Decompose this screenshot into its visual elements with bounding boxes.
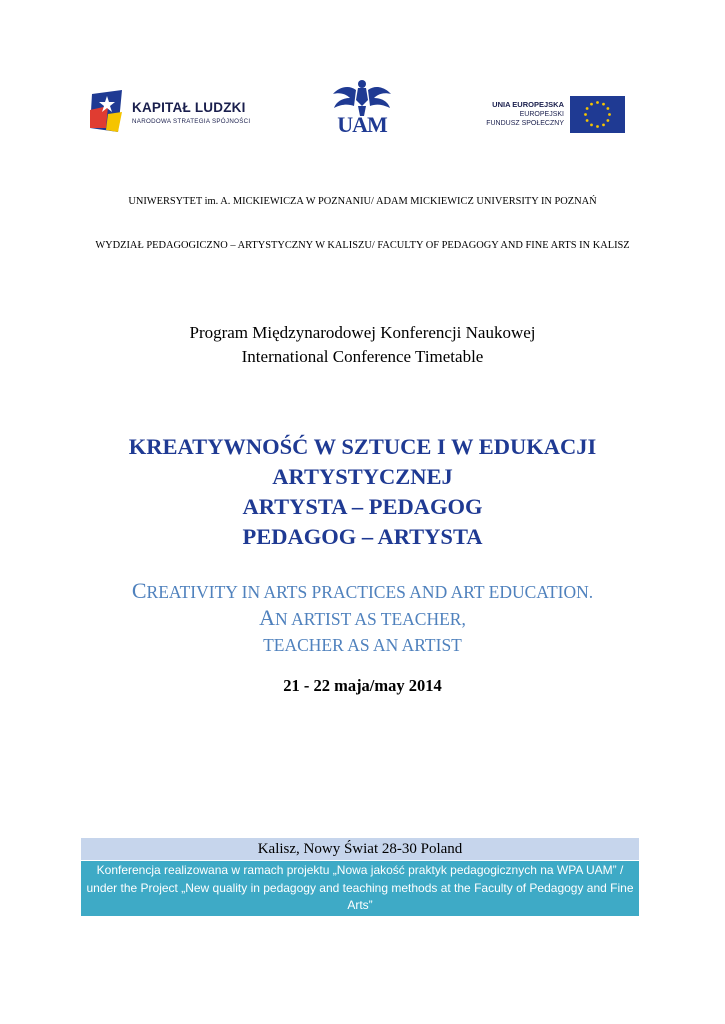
eu-flag-icon	[570, 96, 625, 133]
conference-dates: 21 - 22 maja/may 2014	[283, 676, 442, 695]
conference-title-pl-line3: ARTYSTA – PEDAGOG	[242, 494, 483, 519]
venue-band: Kalisz, Nowy Świat 28-30 Poland	[81, 838, 639, 860]
eu-star-icon	[586, 107, 589, 110]
eu-logo-line1: UNIA EUROPEJSKA	[492, 100, 564, 109]
conference-title-pl-line4: PEDAGOG – ARTYSTA	[242, 524, 483, 549]
eu-star-icon	[590, 103, 593, 106]
conference-title-en-line3: TEACHER AS AN ARTIST	[263, 635, 462, 655]
kapital-ludzki-emblem-icon	[88, 88, 126, 136]
eu-logo-line2: EUROPEJSKI	[519, 110, 564, 118]
eu-star-icon	[584, 113, 587, 116]
eu-star-icon	[606, 119, 609, 122]
conference-title-en	[60, 578, 665, 658]
eu-star-icon	[606, 107, 609, 110]
uam-logo	[330, 78, 394, 140]
project-band: Konferencja realizowana w ramach projektu „Nowa jakość praktyk pedagogicznych na WPA UAM” / under the Project „New quality in pedagogy and teaching methods at the Faculty of Pedagogy and Fine Arts”	[81, 861, 639, 916]
kapital-ludzki-logo	[88, 86, 288, 142]
eu-star-icon	[596, 125, 599, 128]
title-en-line1-initial: C	[131, 578, 147, 603]
kapital-ludzki-subtitle: NARODOWA STRATEGIA SPÓJNOŚCI	[132, 118, 251, 125]
eu-logo-text	[486, 100, 564, 129]
conference-title-pl-line1: KREATYWNOŚĆ W SZTUCE I W EDUKACJI	[128, 434, 597, 459]
program-heading-en: International Conference Timetable	[241, 347, 484, 366]
uam-logo-text: UAM	[337, 112, 387, 137]
eu-star-icon	[590, 123, 593, 126]
conference-title-pl-line2: ARTYSTYCZNEJ	[272, 464, 453, 489]
eu-star-icon	[596, 101, 599, 104]
university-name: UNIWERSYTET im. A. MICKIEWICZA W POZNANIU/ ADAM MICKIEWICZ UNIVERSITY IN POZNAŃ	[128, 196, 597, 207]
program-heading-pl: Program Międzynarodowej Konferencji Naukowej	[189, 323, 536, 342]
conference-title-pl	[60, 432, 665, 552]
faculty-name: WYDZIAŁ PEDAGOGICZNO – ARTYSTYCZNY W KALISZU/ FACULTY OF PEDAGOGY AND FINE ARTS IN KALISZ	[95, 240, 630, 251]
kapital-ludzki-title: KAPITAŁ LUDZKI	[132, 100, 246, 115]
eu-star-icon	[586, 119, 589, 122]
program-heading	[92, 321, 633, 369]
conference-title-en-line1	[60, 578, 665, 605]
eu-logo	[486, 96, 630, 138]
eu-logo-line3: FUNDUSZ SPOŁECZNY	[486, 120, 564, 127]
title-en-line2-rest: N ARTIST AS TEACHER,	[275, 609, 466, 629]
conference-title-en-line2	[60, 605, 665, 632]
eu-star-icon	[602, 103, 605, 106]
title-en-line1-rest: REATIVITY IN ARTS PRACTICES AND ART EDUCATION.	[146, 582, 594, 602]
eu-star-icon	[608, 113, 611, 116]
eu-star-icon	[602, 123, 605, 126]
title-en-line2-initial: A	[259, 605, 276, 630]
